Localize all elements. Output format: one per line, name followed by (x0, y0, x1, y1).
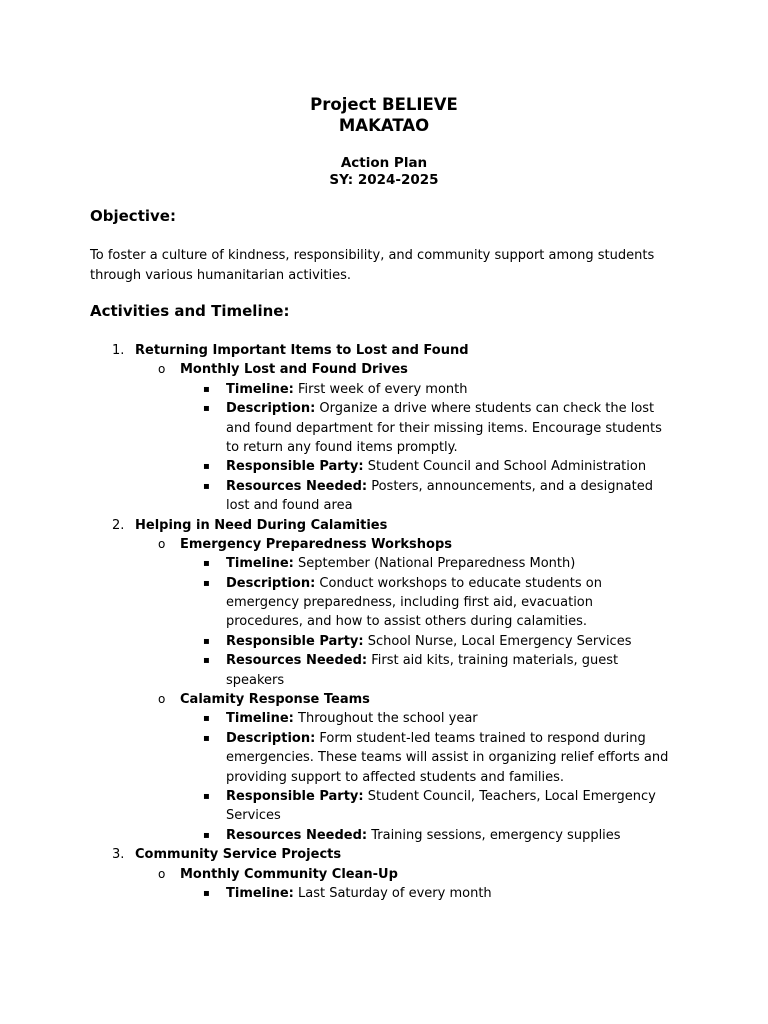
list-item (0, 535, 768, 554)
square-bullet-icon: ▪ (203, 732, 210, 744)
list-item (0, 554, 768, 573)
square-bullet-icon: ▪ (203, 790, 210, 802)
circle-bullet-icon: o (158, 362, 166, 377)
detail-text: Responsible Party: School Nurse, Local Emergency Services (226, 633, 632, 649)
detail-label: Resources Needed: (226, 653, 368, 669)
detail-text: Resources Needed: First aid kits, training materials, guest (226, 653, 619, 669)
square-bullet-icon: ▪ (203, 713, 210, 725)
list-item (0, 690, 768, 709)
square-bullet-icon: ▪ (203, 829, 210, 841)
objective-line-1: To foster a culture of kindness, responsibility, and community support among students (90, 248, 655, 263)
detail-text: lost and found area (226, 498, 353, 514)
circle-bullet-icon: o (158, 692, 166, 707)
detail-label: Responsible Party: (226, 788, 364, 804)
activities-list (0, 341, 768, 903)
list-item (0, 419, 768, 438)
list-item (0, 826, 768, 845)
list-item (0, 768, 768, 787)
subtitle-line-2: SY: 2024-2025 (329, 172, 439, 188)
list-item (0, 574, 768, 593)
square-bullet-icon: ▪ (203, 887, 210, 899)
list-item (0, 787, 768, 806)
list-item (0, 360, 768, 379)
detail-text: Description: Form student-led teams trained to respond during (226, 730, 646, 746)
detail-label: Timeline: (226, 885, 294, 901)
list-item (0, 709, 768, 728)
detail-label: Timeline: (226, 381, 294, 397)
sub-activity-title: Emergency Preparedness Workshops (180, 536, 453, 552)
detail-text: Timeline: Last Saturday of every month (226, 885, 492, 901)
list-item (0, 380, 768, 399)
list-item (0, 496, 768, 515)
detail-text: Resources Needed: Training sessions, emergency supplies (226, 827, 621, 843)
detail-label: Description: (226, 401, 316, 417)
detail-text: speakers (226, 672, 285, 688)
list-item (0, 438, 768, 457)
list-item (0, 612, 768, 631)
activities-heading: Activities and Timeline: (90, 302, 290, 320)
document-title (0, 94, 768, 136)
square-bullet-icon: ▪ (203, 577, 210, 589)
detail-label: Description: (226, 575, 316, 591)
list-item (0, 651, 768, 670)
square-bullet-icon: ▪ (203, 461, 210, 473)
detail-label: Timeline: (226, 711, 294, 727)
activity-title: Helping in Need During Calamities (135, 517, 388, 533)
list-item (0, 341, 768, 360)
detail-text: Description: Conduct workshops to educate students on (226, 575, 602, 591)
subtitle-line-1: Action Plan (340, 155, 428, 171)
item-number: 1. (112, 343, 125, 358)
title-line-2: MAKATAO (338, 116, 430, 135)
list-item (0, 516, 768, 535)
list-item (0, 593, 768, 612)
detail-text: and found department for their missing items. Encourage students (226, 420, 662, 436)
list-item (0, 632, 768, 651)
detail-text: Services (226, 808, 281, 824)
detail-label: Responsible Party: (226, 459, 364, 475)
circle-bullet-icon: o (158, 536, 166, 551)
activity-title: Community Service Projects (135, 847, 342, 863)
list-item (0, 748, 768, 767)
item-number: 2. (112, 517, 125, 533)
square-bullet-icon: ▪ (203, 635, 210, 647)
list-item (0, 865, 768, 884)
detail-text: to return any found items promptly. (226, 439, 458, 455)
detail-text: emergency preparedness, including first aid, evacuation (226, 595, 594, 611)
objective-line-2: through various humanitarian activities. (90, 267, 351, 283)
square-bullet-icon: ▪ (203, 383, 210, 395)
sub-activity-title: Calamity Response Teams (180, 692, 370, 708)
detail-label: Resources Needed: (226, 827, 368, 843)
square-bullet-icon: ▪ (203, 403, 210, 415)
detail-label: Description: (226, 730, 316, 746)
detail-text: Resources Needed: Posters, announcements, and a designated (226, 478, 653, 494)
square-bullet-icon: ▪ (203, 558, 210, 570)
detail-text: Timeline: First week of every month (226, 381, 468, 397)
square-bullet-icon: ▪ (203, 480, 210, 492)
objective-text (90, 246, 690, 285)
list-item (0, 845, 768, 864)
list-item (0, 884, 768, 903)
list-item (0, 477, 768, 496)
detail-label: Responsible Party: (226, 633, 364, 649)
list-item (0, 806, 768, 825)
detail-text: Description: Organize a drive where students can check the lost (226, 401, 655, 417)
detail-label: Resources Needed: (226, 478, 368, 494)
circle-bullet-icon: o (158, 866, 166, 881)
square-bullet-icon: ▪ (203, 655, 210, 667)
document-subtitle (0, 155, 768, 189)
detail-text: Responsible Party: Student Council, Teachers, Local Emergency (226, 788, 656, 804)
title-line-1: Project BELIEVE (310, 95, 458, 114)
activity-title: Returning Important Items to Lost and Found (135, 343, 469, 358)
sub-activity-title: Monthly Lost and Found Drives (180, 362, 408, 378)
detail-text: Timeline: September (National Preparedness Month) (226, 556, 576, 572)
item-number: 3. (112, 847, 125, 863)
objective-heading: Objective: (90, 207, 176, 225)
detail-text: Timeline: Throughout the school year (226, 711, 478, 727)
list-item (0, 399, 768, 418)
detail-text: Responsible Party: Student Council and School Administration (226, 459, 647, 475)
list-item (0, 457, 768, 476)
list-item (0, 729, 768, 748)
detail-label: Timeline: (226, 556, 294, 572)
detail-text: procedures, and how to assist others during calamities. (226, 614, 588, 630)
list-item (0, 671, 768, 690)
detail-text: providing support to affected students and families. (226, 769, 564, 785)
detail-text: emergencies. These teams will assist in organizing relief efforts and (226, 750, 669, 766)
sub-activity-title: Monthly Community Clean-Up (180, 866, 398, 882)
